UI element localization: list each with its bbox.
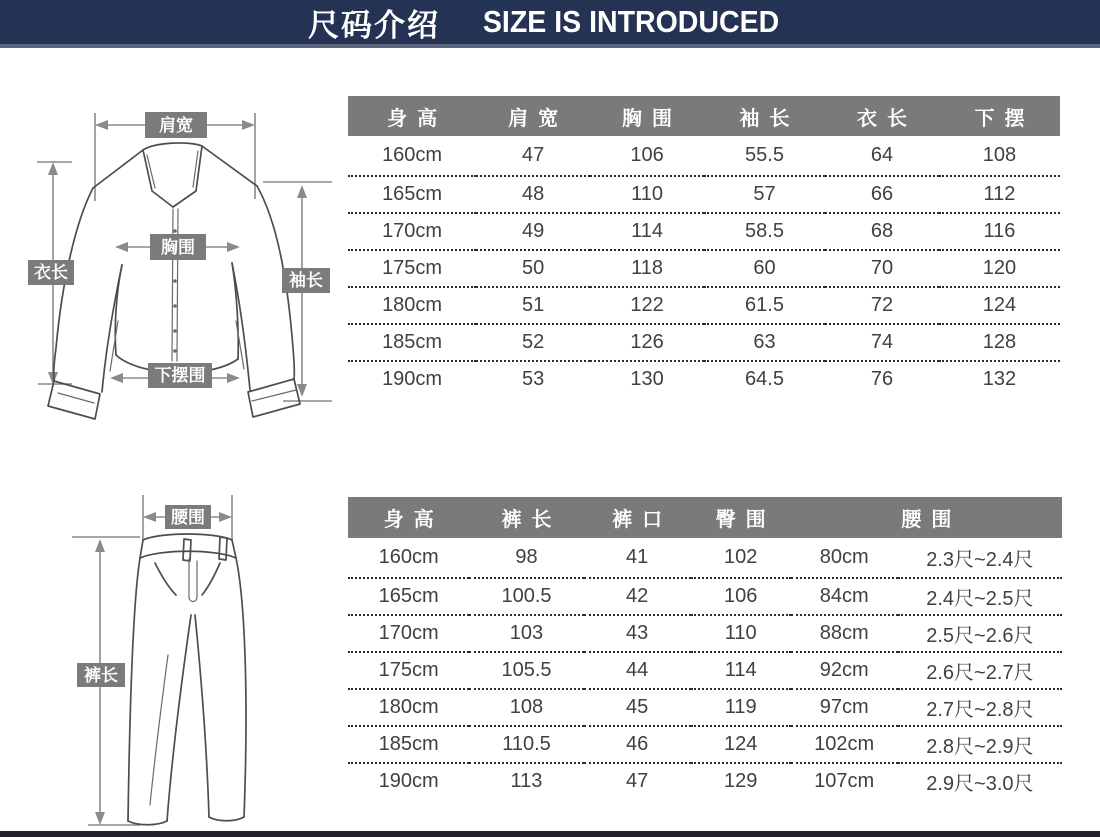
table-cell: 180cm bbox=[348, 287, 476, 324]
table-cell: 170cm bbox=[348, 213, 476, 250]
table-row bbox=[348, 250, 1060, 287]
column-header-sleeve: 袖长 bbox=[704, 96, 825, 136]
table-cell: 170cm bbox=[348, 615, 469, 652]
svg-text:胸围: 胸围 bbox=[161, 238, 195, 257]
table-cell: 50 bbox=[476, 250, 590, 287]
table-cell: 110 bbox=[691, 615, 791, 652]
table-cell: 45 bbox=[584, 689, 691, 726]
table-cell: 74 bbox=[825, 324, 939, 361]
title-bar bbox=[0, 0, 1100, 44]
table-row bbox=[348, 287, 1060, 324]
table-cell: 185cm bbox=[348, 726, 469, 763]
sleeve-length-label bbox=[282, 268, 330, 293]
table-cell: 190cm bbox=[378, 770, 439, 792]
table-cell: 88cm bbox=[791, 615, 898, 652]
table-cell: 107cm bbox=[814, 770, 875, 792]
table-cell: 114 bbox=[590, 213, 704, 250]
table-row bbox=[348, 324, 1060, 361]
pants-length-label bbox=[77, 663, 125, 687]
table-cell: 128 bbox=[939, 324, 1060, 361]
table-cell: 2.6尺~2.7尺 bbox=[898, 652, 1062, 689]
table-cell: 160cm bbox=[348, 136, 476, 176]
svg-text:肩宽: 肩宽 bbox=[159, 116, 193, 135]
svg-text:裤长: 裤长 bbox=[84, 666, 118, 685]
table-row bbox=[348, 361, 1060, 397]
column-header-hem: 下摆 bbox=[939, 96, 1060, 136]
table-cell: 160cm bbox=[348, 538, 469, 578]
table-cell: 43 bbox=[584, 615, 691, 652]
pants-size-table bbox=[348, 497, 1062, 799]
hem-label bbox=[148, 363, 212, 388]
table-cell: 70 bbox=[825, 250, 939, 287]
table-cell: 120 bbox=[939, 250, 1060, 287]
table-cell: 165cm bbox=[348, 578, 469, 615]
table-cell: 41 bbox=[584, 538, 691, 578]
column-header-hip: 臀围 bbox=[691, 497, 791, 538]
table-cell: 185cm bbox=[348, 324, 476, 361]
chest-label bbox=[150, 234, 206, 260]
table-cell: 106 bbox=[590, 136, 704, 176]
table-cell: 130 bbox=[630, 368, 664, 390]
table-cell: 44 bbox=[584, 652, 691, 689]
table-row bbox=[348, 136, 1060, 176]
table-cell: 113 bbox=[510, 770, 543, 792]
table-cell: 108 bbox=[939, 136, 1060, 176]
page-title-english: SIZE IS INTRODUCED bbox=[482, 4, 780, 39]
column-header-pants-length: 裤长 bbox=[469, 497, 583, 538]
column-header-leg-opening: 裤口 bbox=[584, 497, 691, 538]
table-cell: 2.3尺~2.4尺 bbox=[898, 538, 1062, 578]
shirt-table-body bbox=[348, 136, 1060, 397]
table-cell: 105.5 bbox=[469, 652, 583, 689]
table-cell: 112 bbox=[939, 176, 1060, 213]
shirt-table-header bbox=[348, 96, 1060, 136]
column-header-shoulder: 肩宽 bbox=[476, 96, 590, 136]
table-cell: 175cm bbox=[348, 652, 469, 689]
table-cell: 114 bbox=[691, 652, 791, 689]
table-cell: 84cm bbox=[791, 578, 898, 615]
table-cell: 2.7尺~2.8尺 bbox=[898, 689, 1062, 726]
table-cell: 110.5 bbox=[469, 726, 583, 763]
table-cell: 98 bbox=[469, 538, 583, 578]
shirt-measurement-diagram bbox=[10, 93, 345, 445]
title-bar-divider bbox=[0, 44, 1100, 48]
table-cell: 124 bbox=[691, 726, 791, 763]
table-cell: 58.5 bbox=[704, 213, 825, 250]
table-cell: 132 bbox=[982, 368, 1017, 390]
table-cell: 190cm bbox=[382, 368, 443, 390]
table-cell: 47 bbox=[626, 770, 649, 792]
table-cell: 60 bbox=[704, 250, 825, 287]
pants-table-body bbox=[348, 538, 1062, 799]
table-cell: 108 bbox=[469, 689, 583, 726]
table-cell: 180cm bbox=[348, 689, 469, 726]
table-cell: 80cm bbox=[791, 538, 898, 578]
bottom-divider-bar bbox=[0, 831, 1100, 837]
page-title-chinese: 尺码介绍 bbox=[307, 7, 440, 43]
table-cell: 52 bbox=[476, 324, 590, 361]
table-cell: 2.4尺~2.5尺 bbox=[898, 578, 1062, 615]
pants-drawing bbox=[128, 534, 246, 825]
table-cell: 102cm bbox=[791, 726, 898, 763]
table-row bbox=[348, 689, 1062, 726]
table-cell: 118 bbox=[590, 250, 704, 287]
svg-text:袖长: 袖长 bbox=[289, 271, 323, 290]
table-cell: 97cm bbox=[791, 689, 898, 726]
table-cell: 103 bbox=[469, 615, 583, 652]
pants-measurement-diagram bbox=[60, 485, 305, 832]
table-cell: 129 bbox=[723, 770, 758, 792]
table-cell: 119 bbox=[691, 689, 791, 726]
shirt-size-table bbox=[348, 96, 1060, 397]
table-cell: 64.5 bbox=[745, 368, 784, 390]
table-cell: 124 bbox=[939, 287, 1060, 324]
table-cell: 165cm bbox=[348, 176, 476, 213]
table-cell: 76 bbox=[870, 368, 894, 390]
table-cell: 61.5 bbox=[704, 287, 825, 324]
svg-text:腰围: 腰围 bbox=[171, 508, 205, 527]
table-cell: 68 bbox=[825, 213, 939, 250]
table-cell: 100.5 bbox=[469, 578, 583, 615]
table-row bbox=[348, 538, 1062, 578]
column-header-chest: 胸围 bbox=[590, 96, 704, 136]
table-cell: 51 bbox=[476, 287, 590, 324]
table-cell: 53 bbox=[521, 368, 545, 390]
table-cell: 46 bbox=[584, 726, 691, 763]
table-cell: 57 bbox=[704, 176, 825, 213]
column-header-length: 衣长 bbox=[825, 96, 939, 136]
table-cell: 66 bbox=[825, 176, 939, 213]
table-row bbox=[348, 763, 1062, 799]
shoulder-width-label bbox=[145, 112, 207, 138]
table-row bbox=[348, 578, 1062, 615]
table-cell: 42 bbox=[584, 578, 691, 615]
table-row bbox=[348, 213, 1060, 250]
table-cell: 64 bbox=[825, 136, 939, 176]
svg-text:衣长: 衣长 bbox=[34, 263, 68, 282]
svg-text:下摆围: 下摆围 bbox=[154, 366, 206, 385]
table-cell: 49 bbox=[476, 213, 590, 250]
garment-length-label bbox=[28, 260, 74, 285]
table-cell: 2.5尺~2.6尺 bbox=[898, 615, 1062, 652]
column-header-height: 身高 bbox=[348, 497, 469, 538]
table-row bbox=[348, 176, 1060, 213]
table-cell: 116 bbox=[939, 213, 1060, 250]
table-cell: 63 bbox=[704, 324, 825, 361]
table-cell: 102 bbox=[691, 538, 791, 578]
table-cell: 2.9尺~3.0尺 bbox=[926, 773, 1034, 795]
table-row bbox=[348, 615, 1062, 652]
column-header-waist: 腰围 bbox=[791, 497, 1062, 538]
column-header-height: 身高 bbox=[348, 96, 476, 136]
table-cell: 55.5 bbox=[704, 136, 825, 176]
waist-label bbox=[165, 505, 211, 529]
table-cell: 175cm bbox=[348, 250, 476, 287]
table-cell: 48 bbox=[476, 176, 590, 213]
table-row bbox=[348, 652, 1062, 689]
table-row bbox=[348, 726, 1062, 763]
table-cell: 122 bbox=[590, 287, 704, 324]
table-cell: 110 bbox=[590, 176, 704, 213]
table-cell: 92cm bbox=[791, 652, 898, 689]
pants-table-header bbox=[348, 497, 1062, 538]
table-cell: 126 bbox=[590, 324, 704, 361]
table-cell: 2.8尺~2.9尺 bbox=[898, 726, 1062, 763]
table-cell: 47 bbox=[476, 136, 590, 176]
table-cell: 72 bbox=[825, 287, 939, 324]
table-cell: 106 bbox=[691, 578, 791, 615]
